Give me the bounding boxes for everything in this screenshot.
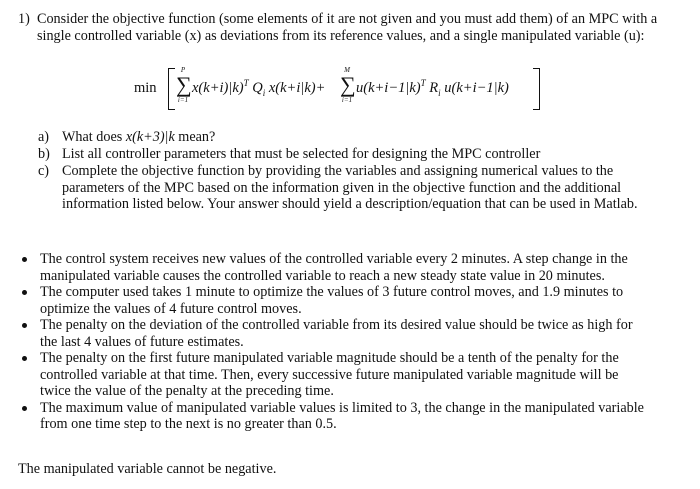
bullet-text: The computer used takes 1 minute to optimize the values of 3 future control moves, and 1.9 minutes to optimize the values of 4 future control moves. [40, 284, 624, 317]
bullet-dot [22, 290, 27, 295]
list-item [18, 350, 668, 400]
sigma-symbol-2: ∑ [340, 72, 356, 97]
sum-1-lower: i=1 [177, 96, 189, 104]
subquestion-b-label: b) [38, 146, 50, 162]
subquestion-a-var: x(k+3)|k [125, 129, 175, 145]
bullet-text: The penalty on the deviation of the controlled variable from its desired value should be twice as high for the last 4 values of future estimates. [40, 317, 633, 350]
info-bullet-list [18, 251, 668, 433]
bullet-dot [22, 257, 27, 262]
formula-right-bracket [533, 68, 540, 110]
list-item [18, 284, 668, 317]
bullet-text: The penalty on the first future manipulated variable magnitude should be a tenth of the penalty for the controlled variable at that time. Then, every successive future manipulated variable magnitude will be twice the value of the penalty at the preceding time. [40, 350, 619, 399]
formula-sum-1 [176, 66, 190, 104]
objective-function-formula [128, 66, 548, 112]
list-item [18, 317, 668, 350]
subquestion-a-label: a) [38, 129, 50, 145]
bullet-dot [22, 356, 27, 361]
term-1-tail: x(k+i|k)+ [268, 80, 326, 96]
sum-2-upper: M [344, 66, 350, 74]
term-2-weight: R [429, 80, 439, 96]
bullet-text: The maximum value of manipulated variable values is limited to 3, the change in the manipulated variable from one time step to the next is no greater than 0.5. [40, 399, 644, 432]
subquestion-b-text: List all controller parameters that must be selected for designing the MPC controller [62, 146, 541, 162]
term-2-tail: u(k+i−1|k) [444, 80, 509, 96]
formula-left-bracket [168, 68, 175, 110]
bullet-dot [22, 323, 27, 328]
sum-1-upper: P [180, 66, 186, 74]
term-2-u: u(k+i−1|k) [356, 80, 421, 96]
list-item [18, 400, 668, 433]
formula-term-1 [192, 80, 325, 97]
term-1-weight-sub: i [262, 87, 266, 98]
list-item [18, 251, 668, 284]
term-1-weight: Q [252, 80, 263, 96]
formula-min-label: min [134, 80, 157, 96]
term-2-weight-sub: i [438, 87, 441, 98]
term-1-x: x(k+i)|k) [192, 80, 244, 96]
sum-2-lower: i=1 [341, 96, 353, 104]
formula-term-2 [356, 80, 509, 97]
subquestion-a-pre: What does [62, 129, 126, 145]
subquestion-c-label: c) [38, 163, 50, 179]
term-1-transpose: T [243, 78, 249, 89]
term-2-transpose: T [420, 78, 426, 89]
subquestion-a-post: mean? [174, 129, 216, 145]
sigma-symbol-1: ∑ [176, 72, 192, 97]
final-constraint-line: The manipulated variable cannot be negative. [18, 461, 277, 477]
formula-sum-2 [340, 66, 354, 104]
subquestion-c-text: Complete the objective function by providing the variables and assigning numerical values to the parameters of the MPC based on the information given in the objective function and the additional information listed below. Your answer should yield a description/equation that can be used in Matlab. [62, 163, 638, 212]
question-intro: Consider the objective function (some elements of it are not given and you must add them) of an MPC with a single controlled variable (x) as deviations from its reference values, and a single manipulated variable (u): [37, 11, 658, 44]
bullet-dot [22, 406, 27, 411]
question-number: 1) [18, 11, 30, 27]
subquestion-a-text [62, 129, 672, 146]
bullet-text: The control system receives new values of the controlled variable every 2 minutes. A step change in the manipulated variable causes the controlled variable to reach a new steady state value in 20 minutes. [40, 251, 628, 284]
